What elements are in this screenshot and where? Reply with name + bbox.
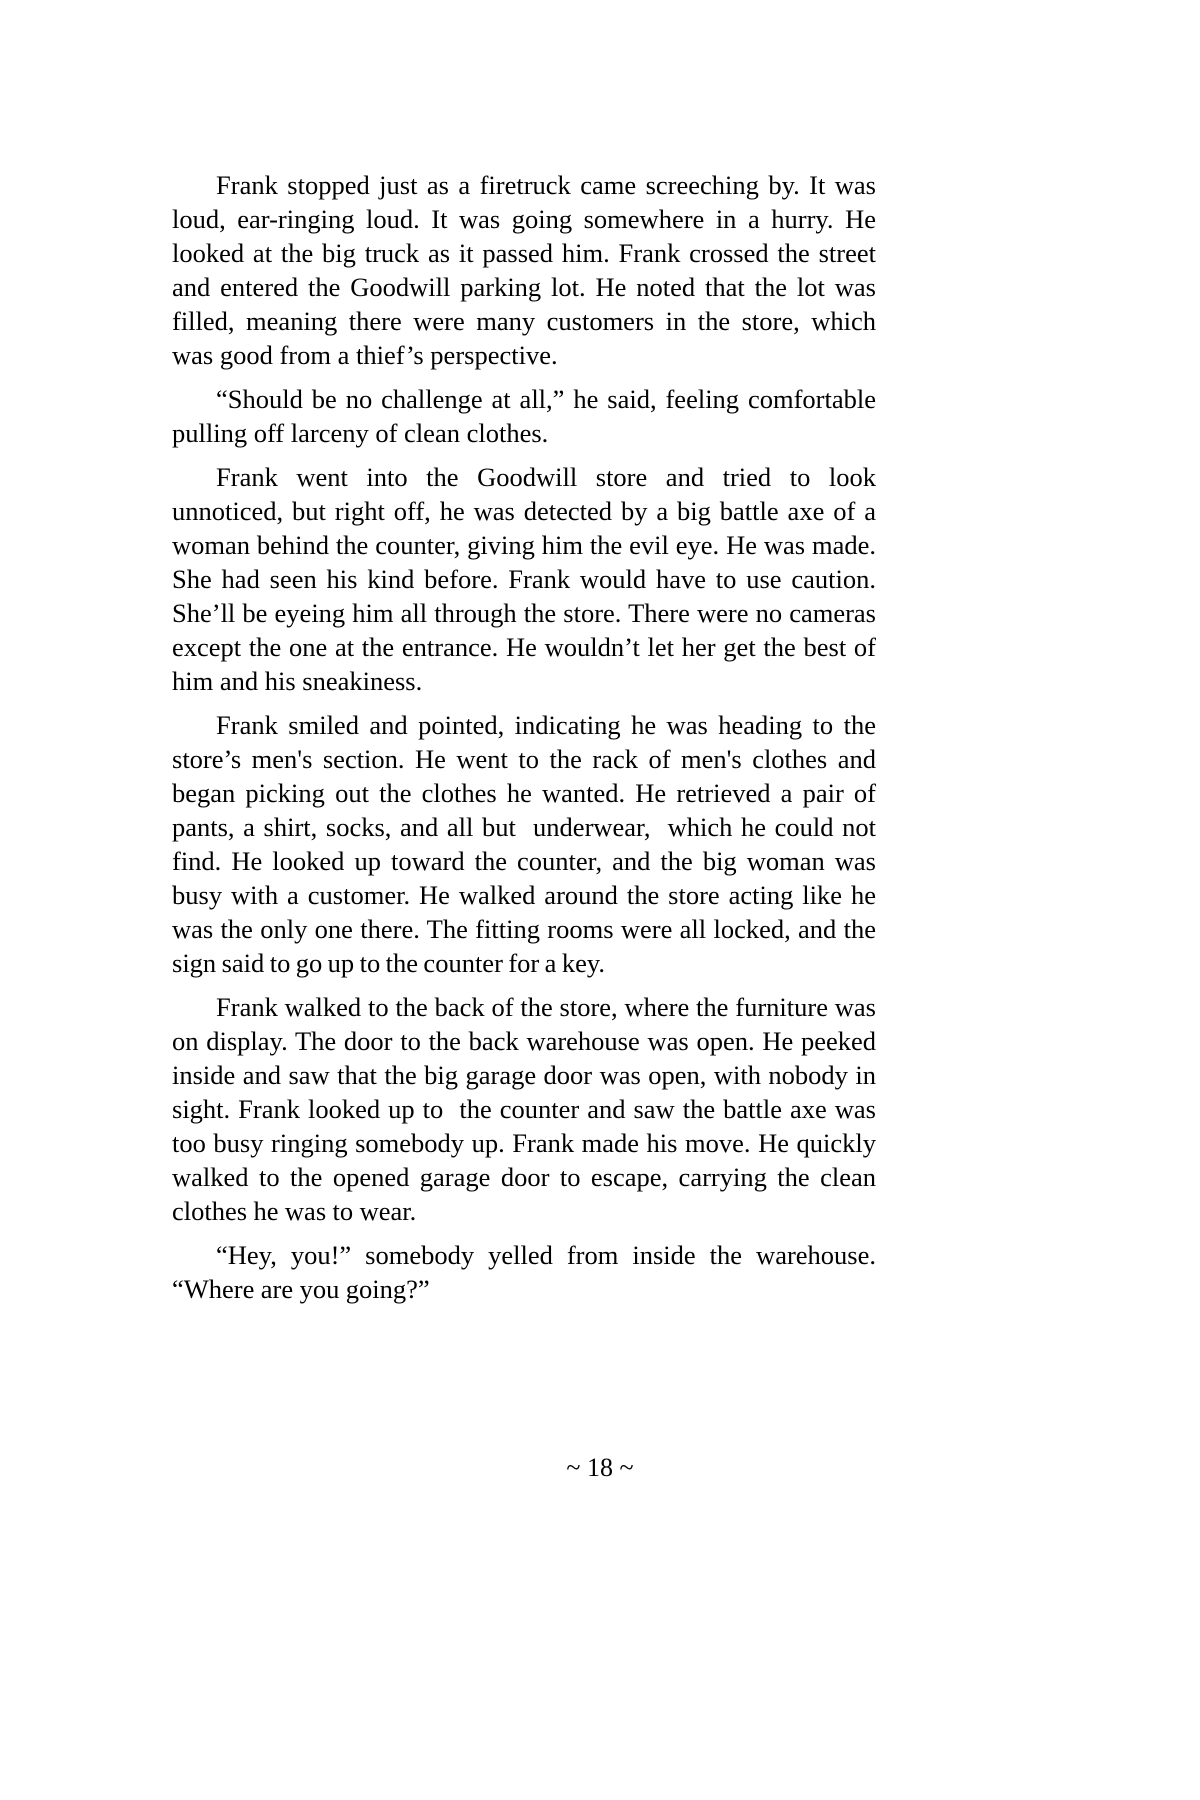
paragraph-6: “Hey, you!” somebody yelled from inside the warehouse. “Where are you going?” [172, 1240, 883, 1304]
paragraph-1: Frank stopped just as a firetruck came screeching by. It was loud, ear-ringing loud. It was going somewhere in a hurry. He looked at the big truck as it passed him. Frank crossed the street and entered the Goodwill parking lot. He noted that the lot was filled, meaning there were many customers in the store, which was good from a thief’s perspective. [172, 170, 883, 370]
body-text-column [172, 168, 889, 1306]
paragraph-4: Frank smiled and pointed, indicating he was heading to the store’s men's section. He went to the rack of men's clothes and began picking out the clothes he wanted. He retrieved a pair of pants, a shirt, socks, and all but underwear, which he could not find. He looked up toward the counter, and the big woman was busy with a customer. He walked around the store acting like he was the only one there. The fitting rooms were all locked, and the sign said to go up to the counter for a key. [172, 710, 882, 978]
paragraph-2: “Should be no challenge at all,” he said, feeling comfortable pulling off larceny of clean clothes. [172, 384, 883, 448]
paragraph-5: Frank walked to the back of the store, where the furniture was on display. The door to the back warehouse was open. He peeked inside and saw that the big garage door was open, with nobody in sight. Frank looked up to the counter and saw the battle axe was too busy ringing somebody up. Frank made his move. He quickly walked to the opened garage door to escape, carrying the clean clothes he was to wear. [172, 992, 889, 1226]
page-number: ~ 18 ~ [566, 1453, 634, 1482]
paragraph-3: Frank went into the Goodwill store and tried to look unnoticed, but right off, he was detected by a big battle axe of a woman behind the counter, giving him the evil eye. He was made. She had seen his kind before. Frank would have to use caution. She’ll be eyeing him all through the store. There were no cameras except the one at the entrance. He wouldn’t let her get the best of him and his sneakiness. [172, 462, 883, 696]
